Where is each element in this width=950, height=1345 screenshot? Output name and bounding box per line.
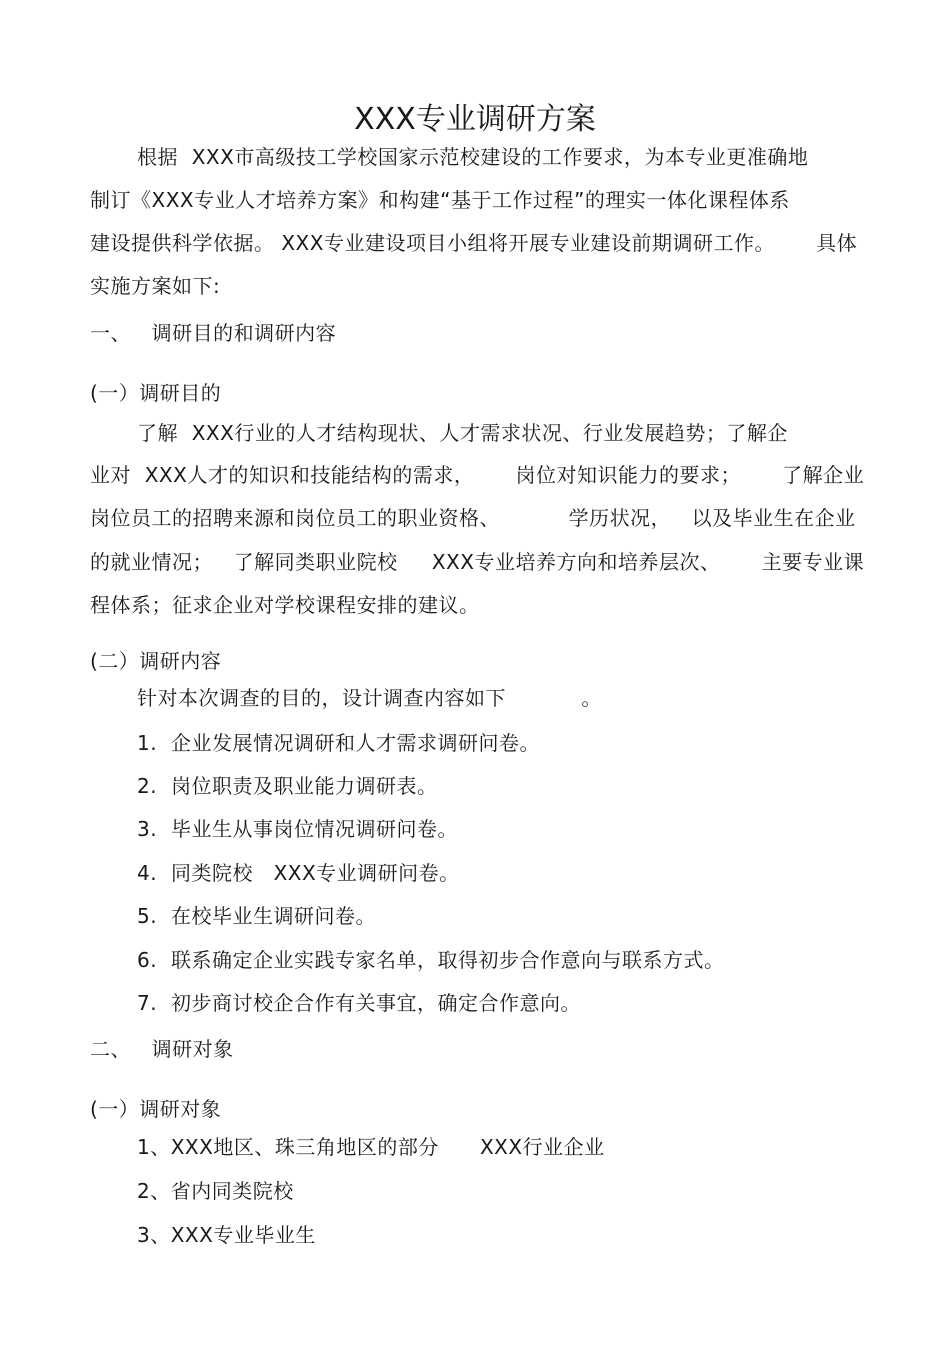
content-lead: 针对本次调查的目的，设计调查内容如下 。 [137, 686, 602, 710]
intro-line-3: 建设提供科学依据。 XXX专业建设项目小组将开展专业建设前期调研工作。 具体 [90, 231, 858, 255]
subsection-heading-targets: (一）调研对象 [90, 1097, 222, 1121]
content-item: 5. 在校毕业生调研问卷。 [137, 904, 376, 928]
purpose-line-5: 程体系；征求企业对学校课程安排的建议。 [90, 593, 480, 617]
intro-line-2: 制订《XXX专业人才培养方案》和构建“基于工作过程”的理实一体化课程体系 [90, 188, 790, 212]
content-item: 4. 同类院校 XXX专业调研问卷。 [137, 861, 460, 885]
content-item: 7. 初步商讨校企合作有关事宜，确定合作意向。 [137, 991, 581, 1015]
intro-line-4: 实施方案如下: [90, 274, 221, 298]
target-item: 3、XXX专业毕业生 [137, 1223, 316, 1247]
purpose-line-1: 了解 XXX行业的人才结构现状、人才需求状况、行业发展趋势；了解企 [137, 421, 788, 445]
content-item: 3. 毕业生从事岗位情况调研问卷。 [137, 817, 458, 841]
section-heading-1: 一、 调研目的和调研内容 [90, 321, 337, 345]
section-heading-2: 二、 调研对象 [90, 1037, 234, 1061]
purpose-line-4: 的就业情况； 了解同类职业院校 XXX专业培养方向和培养层次、 主要专业课 [90, 550, 865, 574]
content-item: 1. 企业发展情况调研和人才需求调研问卷。 [137, 731, 540, 755]
content-item: 6. 联系确定企业实践专家名单，取得初步合作意向与联系方式。 [137, 948, 725, 972]
content-item: 2. 岗位职责及职业能力调研表。 [137, 774, 438, 798]
purpose-line-2: 业对 XXX人才的知识和技能结构的需求， 岗位对知识能力的要求； 了解企业 [90, 463, 865, 487]
intro-line-1: 根据 XXX市高级技工学校国家示范校建设的工作要求，为本专业更准确地 [137, 145, 809, 169]
target-item: 2、省内同类院校 [137, 1179, 294, 1203]
target-item: 1、XXX地区、珠三角地区的部分 XXX行业企业 [137, 1135, 605, 1159]
page-title: XXX专业调研方案 [354, 102, 596, 137]
subsection-heading-purpose: (一）调研目的 [90, 381, 222, 405]
subsection-heading-content: (二）调研内容 [90, 649, 222, 673]
purpose-line-3: 岗位员工的招聘来源和岗位员工的职业资格、 学历状况， 以及毕业生在企业 [90, 506, 856, 530]
